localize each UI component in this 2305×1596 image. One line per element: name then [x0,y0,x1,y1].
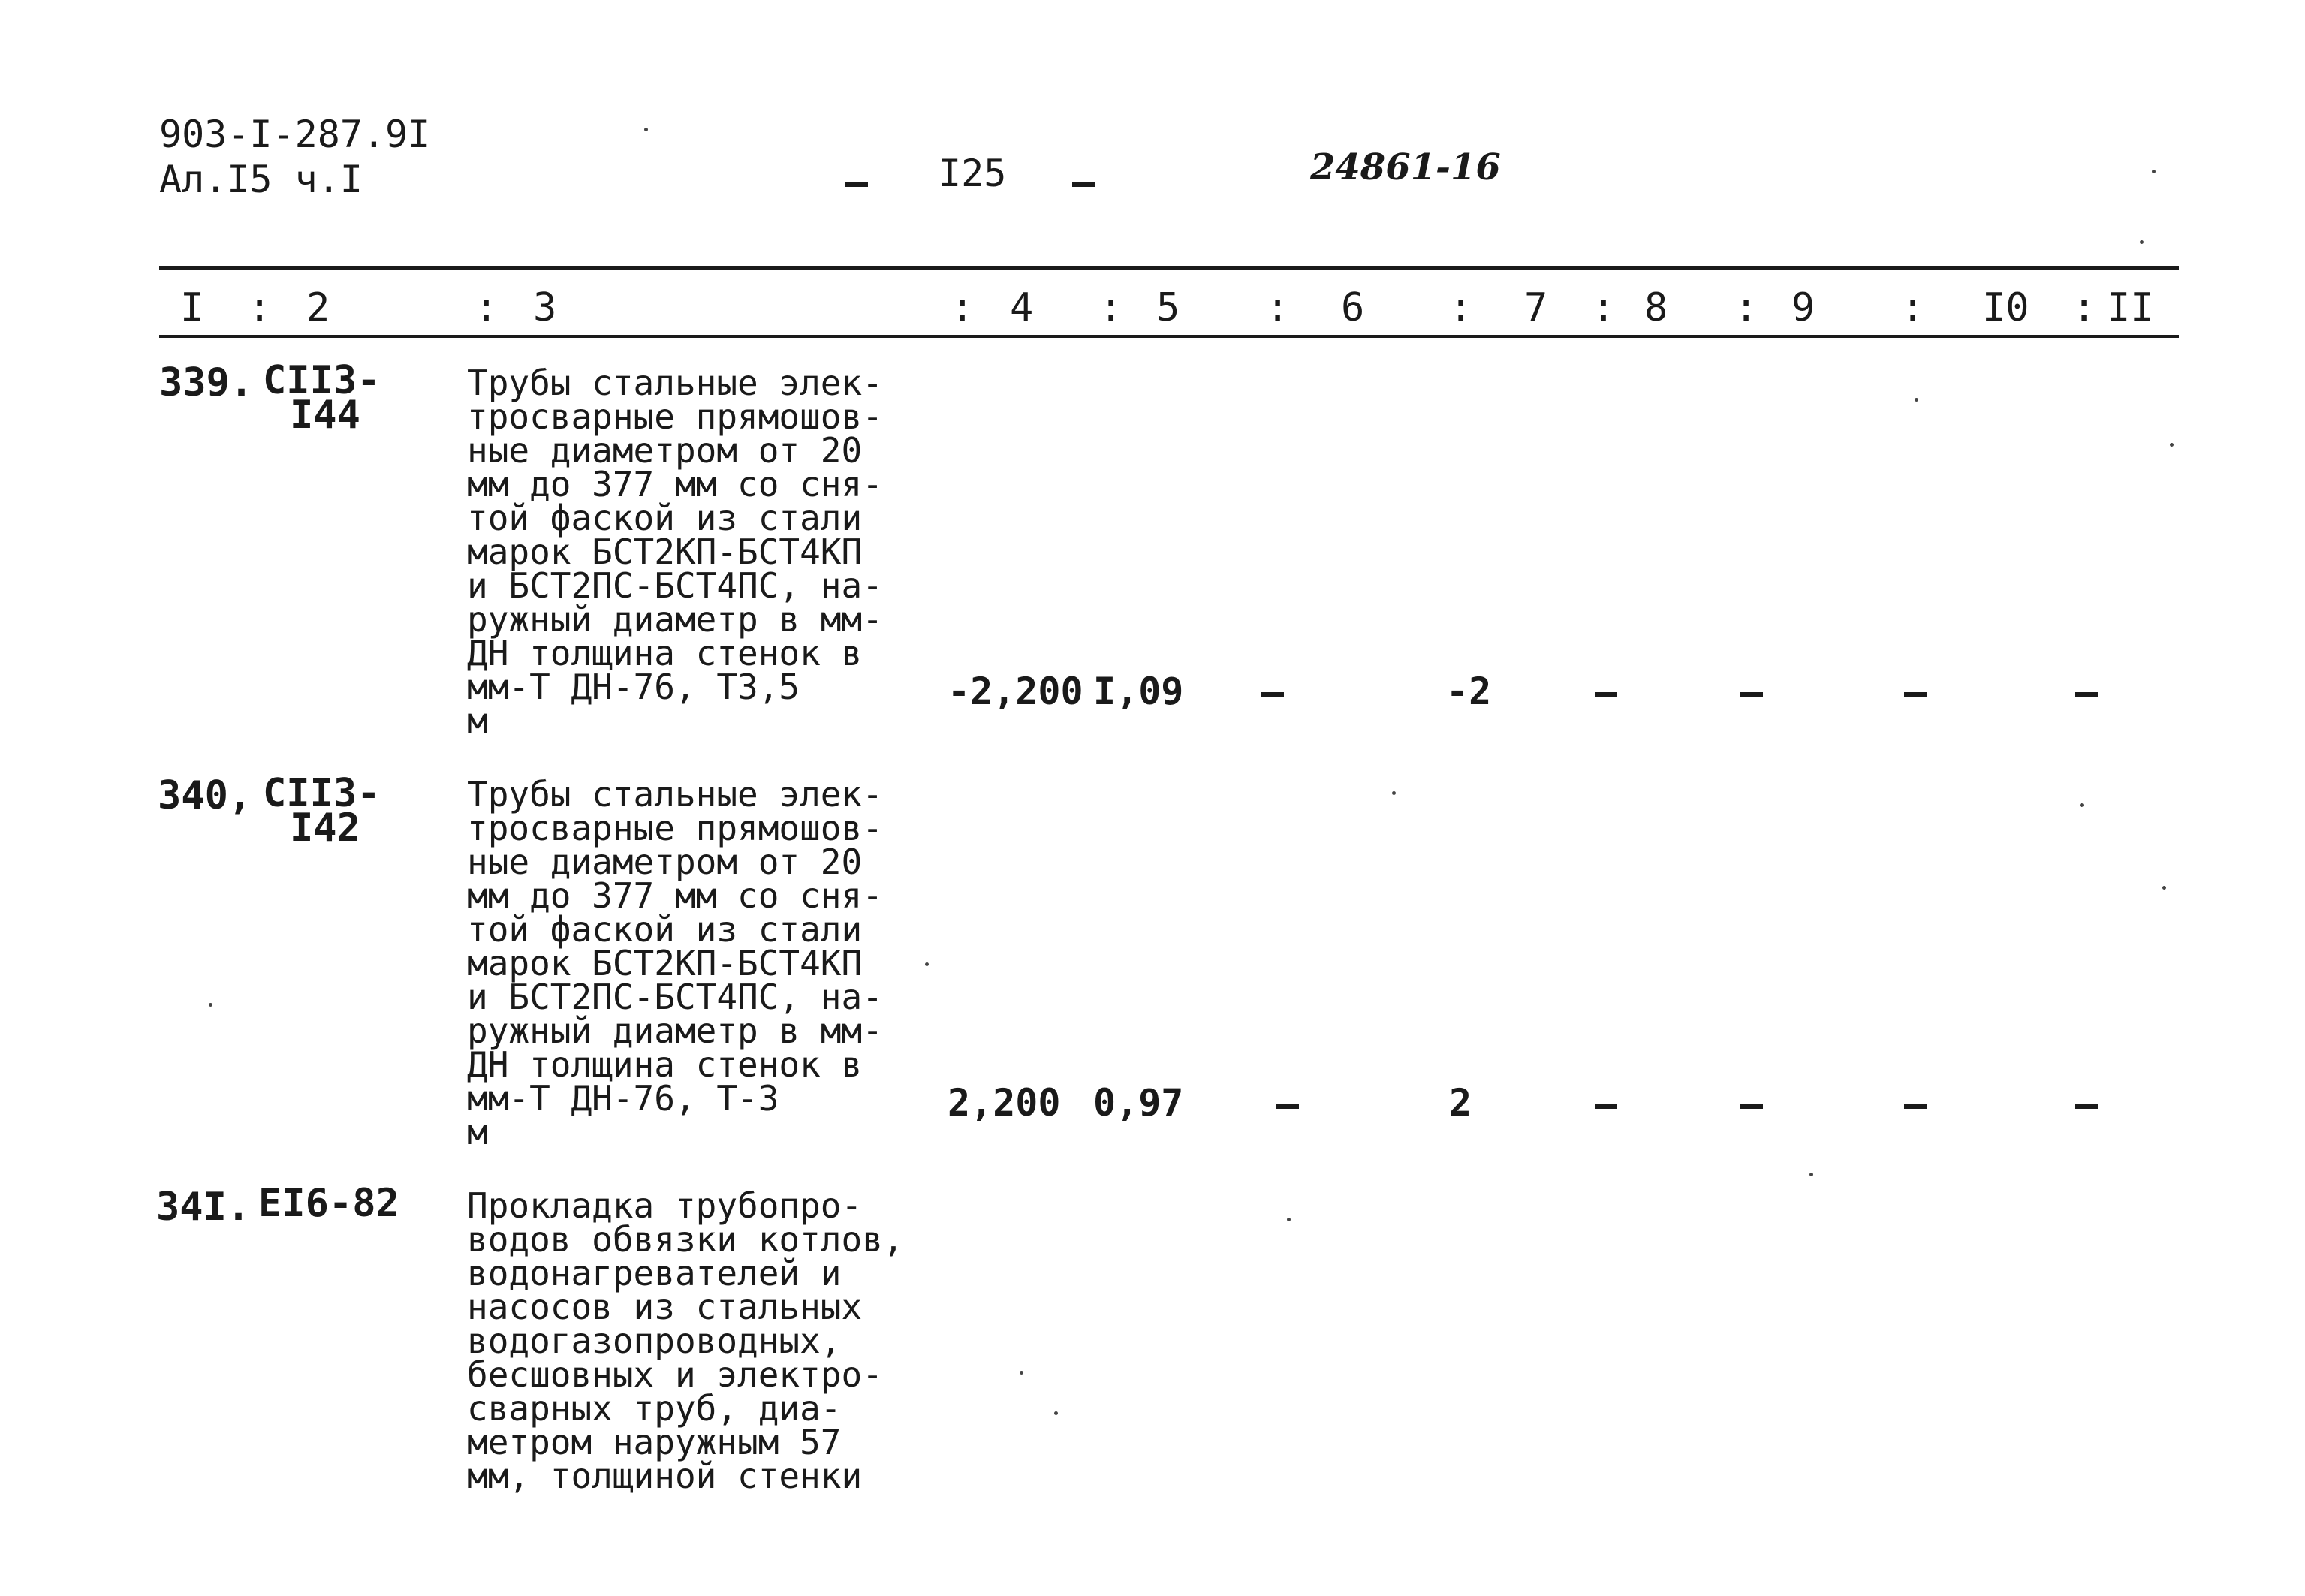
description-line: водогазопроводных, [467,1320,842,1361]
column-separator: : [2072,285,2096,330]
description-line: Трубы стальные элек- [467,363,883,403]
description-line: той фаской из стали [467,909,863,950]
column-separator: : [1099,285,1123,330]
description-line: бесшовных и электро- [467,1354,883,1395]
description-line: марок БСТ2КП-БСТ4КП [467,531,863,572]
scan-speck [2152,170,2156,173]
scan-speck [1809,1173,1813,1176]
sheet-label-text: Ал.I5 ч.I [159,158,363,201]
column-header-4: 4 [1010,285,1034,330]
scan-speck [2080,803,2084,807]
description-line: мм до 377 мм со сня- [467,875,883,916]
scan-speck [644,128,648,131]
description-line: тросварные прямошов- [467,396,883,437]
column-separator: : [1734,285,1758,330]
description-line: м [467,1112,488,1152]
row-code [263,358,381,438]
description-line: мм-Т ДН-76, Т-3 [467,1078,779,1119]
column-separator: : [1449,285,1473,330]
description-line: метром наружным 57 [467,1422,842,1462]
description-line: и БСТ2ПС-БСТ4ПС, на- [467,977,883,1017]
column-header-11: II [2107,285,2154,330]
description-line: ные диаметром от 20 [467,842,863,882]
cell-col-7: -2 [1446,670,1492,713]
cell-col-10-empty [1904,1104,1927,1109]
sheet-label [159,158,363,201]
scan-speck [925,962,929,966]
scan-speck [1020,1371,1023,1375]
description-line: водов обвязки котлов, [467,1219,904,1260]
row-code [263,771,381,851]
description-line: сварных труб, диа- [467,1388,842,1429]
cell-col-10-empty [1904,692,1927,697]
page-number-text: I25 [939,152,1007,195]
cell-col-6-empty [1276,1104,1299,1109]
description-line: ДН толщина стенок в [467,1044,863,1085]
row-number: 340, [158,773,252,818]
description-line: Прокладка трубопро- [467,1185,863,1226]
column-separator: : [1901,285,1925,330]
scan-speck [1287,1218,1291,1221]
description-line: ружный диаметр в мм- [467,599,883,640]
row-code-line: CII3- [263,771,381,816]
cell-col-6-empty [1261,692,1284,697]
column-separator: I [180,285,204,330]
description-line: ные диаметром от 20 [467,430,863,471]
row-code-line: EI6-82 [258,1181,399,1226]
scan-speck [2170,443,2174,447]
page-number-dash-left [845,182,868,187]
column-header-8: 8 [1644,285,1668,330]
cell-col-5: 0,97 [1093,1081,1184,1125]
column-separator: : [248,285,272,330]
column-header-5: 5 [1156,285,1180,330]
scan-speck [2162,886,2166,890]
row-code-line: CII3- [263,358,381,403]
cell-col-9-empty [1740,1104,1763,1109]
description-line: мм до 377 мм со сня- [467,464,883,504]
table-header-rule [159,335,2179,338]
page-number-dash-right [1072,182,1095,187]
description-line: мм, толщиной стенки [467,1456,863,1496]
column-separator: : [1592,285,1616,330]
column-header-3: 3 [533,285,557,330]
row-description [467,1185,904,1496]
scan-speck [1392,791,1396,795]
row-code-line: I44 [290,393,360,438]
cell-col-11-empty [2075,1104,2098,1109]
cell-col-4: 2,200 [948,1081,1061,1125]
row-description [467,363,883,741]
column-header-6: 6 [1341,285,1365,330]
description-line: м [467,700,488,741]
column-header-10: I0 [1982,285,2029,330]
description-line: тросварные прямошов- [467,808,883,848]
row-code [258,1181,399,1226]
description-line: ружный диаметр в мм- [467,1010,883,1051]
page-number [939,152,1006,195]
description-line: той фаской из стали [467,498,863,538]
description-line: насосов из стальных [467,1287,863,1327]
cell-col-7: 2 [1449,1081,1472,1125]
column-header-2: 2 [306,285,330,330]
archive-number [1310,146,1501,188]
description-line: и БСТ2ПС-БСТ4ПС, на- [467,565,883,606]
column-separator: : [475,285,499,330]
column-header-9: 9 [1791,285,1815,330]
description-line: мм-Т ДН-76, Т3,5 [467,667,800,707]
cell-col-11-empty [2075,692,2098,697]
description-line: водонагревателей и [467,1253,842,1293]
row-number: 339. [159,360,254,405]
scan-speck [209,1003,212,1007]
cell-col-5: I,09 [1093,670,1184,713]
description-line: марок БСТ2КП-БСТ4КП [467,943,863,983]
scan-speck [1915,398,1918,402]
column-separator: : [951,285,975,330]
cell-col-8-empty [1595,692,1617,697]
document-code-text: 903-I-287.9I [159,113,431,156]
row-number: 34I. [156,1185,251,1230]
cell-col-4: -2,200 [948,670,1083,713]
scan-speck [2140,240,2144,244]
column-separator: : [1266,285,1290,330]
archive-number-text: 24861-16 [1310,146,1501,188]
description-line: ДН толщина стенок в [467,633,863,673]
scan-speck [1054,1411,1058,1415]
description-line: Трубы стальные элек- [467,774,883,815]
column-header-7: 7 [1524,285,1548,330]
document-code [159,113,430,156]
table-top-rule [159,266,2179,270]
cell-col-8-empty [1595,1104,1617,1109]
row-code-line: I42 [290,806,360,851]
row-description [467,774,883,1152]
cell-col-9-empty [1740,692,1763,697]
